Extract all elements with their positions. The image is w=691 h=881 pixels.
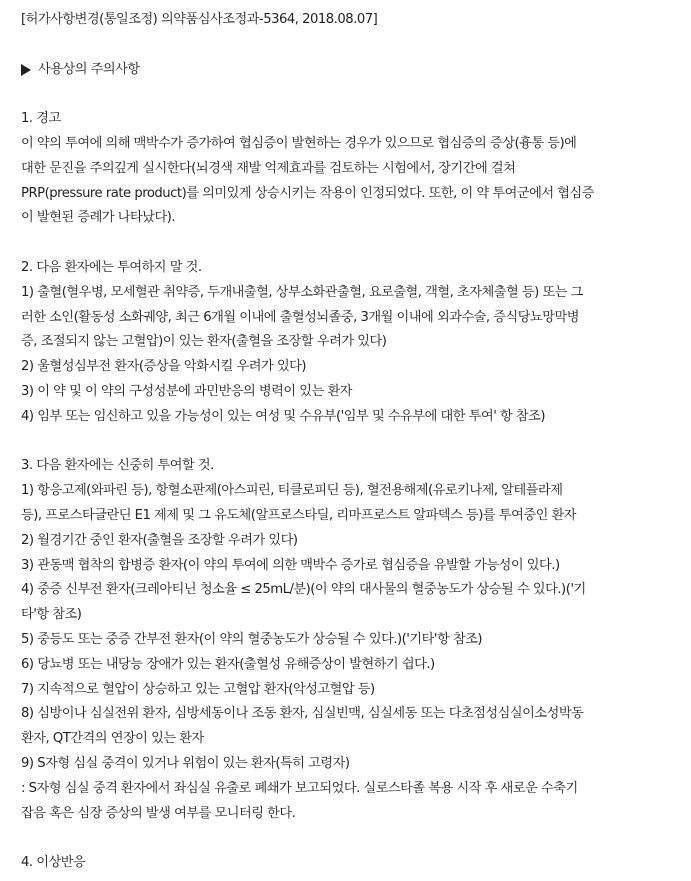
contraindication-line: 3) 이 약 및 이 약의 구성성분에 과민반응의 병력이 있는 환자 bbox=[21, 383, 352, 399]
section-heading bbox=[21, 58, 687, 83]
caution-heading: 3. 다음 환자에는 신중히 투여할 것. bbox=[21, 458, 214, 474]
warning-line: 대한 문진을 주의깊게 실시한다(뇌경색 재발 억제효과를 검토하는 시험에서, 장기간에 걸쳐 bbox=[21, 160, 516, 176]
caution-line: 8) 심방이나 심실전위 환자, 심방세동이나 조동 환자, 심실빈맥, 심실세동 또는 다초점성심실이소성박동 bbox=[21, 706, 584, 722]
spacer bbox=[21, 430, 687, 455]
spacer bbox=[21, 231, 687, 256]
caution-line: 환자, QT간격의 연장이 있는 환자 bbox=[21, 731, 204, 747]
spacer bbox=[21, 33, 687, 58]
caution-line: 6) 당뇨병 또는 내당능 장애가 있는 환자(출혈성 유해증상이 발현하기 쉽다.) bbox=[21, 656, 435, 672]
adverse-heading: 4. 이상반응 bbox=[21, 855, 86, 871]
spacer bbox=[21, 826, 687, 851]
triangle-right-icon bbox=[21, 64, 31, 76]
caution-line: 3) 관동맥 협착의 합병증 환자(이 약의 투여에 의한 맥박수 증가로 협심증을 유발할 가능성이 있다.) bbox=[21, 557, 560, 573]
caution-line: 4) 중증 신부전 환자(크레아티닌 청소율 ≤ 25mL/분)(이 약의 대사물의 혈중농도가 상승될 수 있다.)('기 bbox=[21, 582, 586, 598]
contraindication-line: 2) 울혈성심부전 환자(증상을 악화시킬 우려가 있다) bbox=[21, 359, 307, 375]
caution-line: 2) 월경기간 중인 환자(출혈을 조장할 우려가 있다) bbox=[21, 532, 298, 548]
caution-line: 5) 중등도 또는 중증 간부전 환자(이 약의 혈중농도가 상승될 수 있다.)('기타'항 참조) bbox=[21, 631, 483, 647]
warning-heading: 1. 경고 bbox=[21, 111, 61, 127]
spacer bbox=[21, 82, 687, 107]
contraindication-line: 증, 조절되지 않는 고혈압)이 있는 환자(출혈을 조장할 우려가 있다) bbox=[21, 334, 387, 350]
contraindication-line: 4) 임부 또는 임신하고 있을 가능성이 있는 여성 및 수유부('임부 및 수유부에 대한 투여' 항 참조) bbox=[21, 408, 546, 424]
contraindication-line: 1) 출혈(혈우병, 모세혈관 취약증, 두개내출혈, 상부소화관출혈, 요로출혈, 객혈, 초자체출혈 등) 또는 그 bbox=[21, 284, 583, 300]
contraindication-heading: 2. 다음 환자에는 투여하지 말 것. bbox=[21, 259, 202, 275]
warning-line: 이 발현된 증례가 나타났다). bbox=[21, 210, 176, 226]
section-title: 사용상의 주의사항 bbox=[38, 61, 140, 77]
contraindication-line: 러한 소인(활동성 소화궤양, 최근 6개월 이내에 출혈성뇌졸중, 3개월 이내에 외과수술, 증식당뇨망막병 bbox=[21, 309, 579, 325]
warning-line: 이 약의 투여에 의해 맥박수가 증가하여 협심증이 발현하는 경우가 있으므로 협심증의 증상(흉통 등)에 bbox=[21, 135, 577, 151]
caution-line: 1) 항응고제(와파린 등), 항혈소판제(아스피린, 티클로피딘 등), 혈전용해제(유로키나제, 알테플라제 bbox=[21, 483, 563, 499]
warning-line: PRP(pressure rate product)를 의미있게 상승시키는 작용이 인정되었다. 또한, 이 약 투여군에서 협심증 bbox=[21, 185, 594, 201]
document-header: [허가사항변경(통일조정) 의약품심사조정과-5364, 2018.08.07] bbox=[21, 12, 378, 27]
caution-line: : S자형 심실 중격 환자에서 좌심실 유출로 폐쇄가 보고되었다. 실로스타졸 복용 시작 후 새로운 수축기 bbox=[21, 780, 578, 796]
caution-line: 7) 지속적으로 혈압이 상승하고 있는 고혈압 환자(악성고혈압 등) bbox=[21, 681, 375, 697]
caution-line: 등), 프로스타글란딘 E1 제제 및 그 유도체(알프로스타딜, 리마프로스트 알파덱스 등)를 투여중인 환자 bbox=[21, 507, 576, 523]
caution-line: 9) S자형 심실 중격이 있거나 위험이 있는 환자(특히 고령자) bbox=[21, 755, 350, 771]
caution-line: 타'항 참조) bbox=[21, 607, 82, 623]
caution-line: 잡음 혹은 심장 증상의 발생 여부를 모니터링 한다. bbox=[21, 805, 296, 821]
